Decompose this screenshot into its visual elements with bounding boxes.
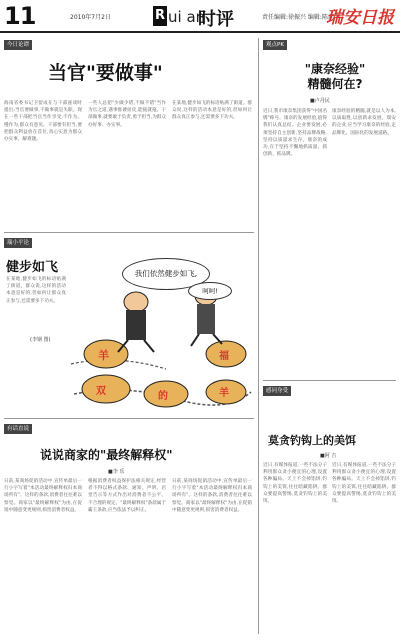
- newspaper-logo: 瑞安日报: [326, 8, 394, 28]
- divider: [4, 418, 254, 419]
- article-body-col2: 根据消费者权益保护法相关规定,经营者不得以格式条款、通知、声明、店堂告示等方式作出对消费者不公平、不合理的规定。"最终解释权"条款属于霸王条款,应当依法予以纠正。: [88, 479, 166, 513]
- headline-walk-fast: 健步如飞: [6, 260, 59, 275]
- headline-bait: 莫贪钓钩上的美饵: [268, 434, 356, 447]
- bag-label: 双: [96, 386, 106, 397]
- article-body-col1: 日前,某商场促销活动中,宣传单最后一行小字写着"本活动最终解释权归本商场所有"。这样的条款,消费者往往难以察觉。商家以"最终解释权"为由,在促销中随意变更规则,损害消费者权益。: [4, 479, 82, 513]
- speech-bubble: 我们依然健步如飞,: [122, 258, 210, 290]
- cartoon-caption: 在某地,健步如飞的标语贴满了街道。群众说,这样的活动本意是好的,但如何让群众真正参与,还需要多下功夫。: [6, 277, 66, 304]
- section-tag-cartoon: 瑞小平论: [4, 238, 32, 248]
- article-body-col2: 康奈经验的精髓,就是以人为本,以质取胜,以创新求发展。瑞安的企业,应当学习康奈的经验,走品牌化、国际化的发展道路。: [332, 109, 396, 136]
- money-bag: [84, 340, 128, 368]
- article-body-col3: 日前,某商场促销活动中,宣传单最后一行小字写着"本活动最终解释权归本商场所有"。这样的条款,消费者往往难以察觉。商家以"最终解释权"为由,在促销中随意变更规则,损害消费者权益。: [172, 479, 252, 513]
- speech-bubble-small: 呵呵!: [188, 282, 232, 300]
- uian-text: ui an: [168, 8, 206, 26]
- article-byline: ■阿 吉: [320, 453, 337, 459]
- money-bag: [82, 375, 130, 403]
- section-title: 时评: [198, 9, 234, 30]
- divider: [4, 232, 254, 233]
- bag-label: 的: [158, 391, 168, 402]
- article-body-col1: 近日,有媒体报道,一些不法分子利用群众贪小便宜的心理,设置各种骗局。天上不会掉馅饼,钓钩上的美饵,往往暗藏陷阱。群众要提高警惕,莫贪钓钩上的美饵。: [263, 463, 327, 505]
- editors-line: 责任编辑:徐振兴 编辑:陈前明: [262, 14, 340, 21]
- r-logo-box: R: [153, 6, 167, 26]
- headline-kangnai: "康奈经验" 精髓何在?: [304, 62, 366, 91]
- article-byline: ■李 乐: [108, 469, 125, 475]
- bag-label: 福: [219, 351, 229, 362]
- cartoon-byline: (李钢 图): [30, 337, 51, 343]
- article-body-col2: 一些人总把"少做少错,不做不错"当作为官之道,遇事推诿扯皮,能拖就拖。干部做事,就要敢于负责,勇于担当,为群众办好事、办实事。: [88, 101, 166, 128]
- bag-label: 羊: [219, 388, 229, 399]
- section-tag-today: 今日论谭: [4, 40, 32, 50]
- section-tag-straight-talk: 有话直说: [4, 424, 32, 434]
- article-byline: ■卢丹民: [310, 98, 330, 104]
- masthead: [0, 0, 400, 33]
- section-tag-empathy: 感同身受: [263, 386, 291, 396]
- headline-official: 当官"要做事": [48, 62, 163, 84]
- cartoon-figure: [118, 292, 154, 352]
- article-body-col3: 在某地,健步如飞的标语贴满了街道。群众说,这样的活动本意是好的,但如何让群众真正参与,还需要多下功夫。: [172, 101, 252, 121]
- headline-merchant-rights: 说说商家的"最终解释权": [40, 448, 173, 462]
- money-bag: [206, 341, 246, 367]
- column-divider: [258, 38, 259, 634]
- issue-date: 2010年7月2日: [70, 14, 111, 21]
- article-body-col1: 海南省委书记卫留成在与干部座谈时提出:当官要做事,不做事就是失职。现在一些干部把当官当作享受,不作为、慢作为,群众有意见。干部要有担当,要把群众利益放在首位,真心实意为群众办实事、解难题。: [4, 101, 82, 143]
- article-body-col1: 近日,我市康奈集团获得"中国名牌"称号。康奈的发展经验,值得我们认真总结。企业要发展,必须坚持自主创新,坚持品牌战略,坚持以质量求生存。康奈的成功,在于坚持不懈地抓质量、抓创新、抓品牌。: [263, 109, 327, 158]
- money-bag: [144, 381, 188, 407]
- bag-label: 羊: [98, 349, 109, 362]
- section-tag-opinion-pk: 观点PK: [263, 40, 287, 50]
- masthead-rule: [0, 31, 400, 33]
- divider: [263, 380, 396, 381]
- money-bag: [206, 380, 246, 404]
- article-body-col2: 近日,有媒体报道,一些不法分子利用群众贪小便宜的心理,设置各种骗局。天上不会掉馅饼,钓钩上的美饵,往往暗藏陷阱。群众要提高警惕,莫贪钓钩上的美饵。: [332, 463, 396, 505]
- page-number: 11: [4, 2, 36, 30]
